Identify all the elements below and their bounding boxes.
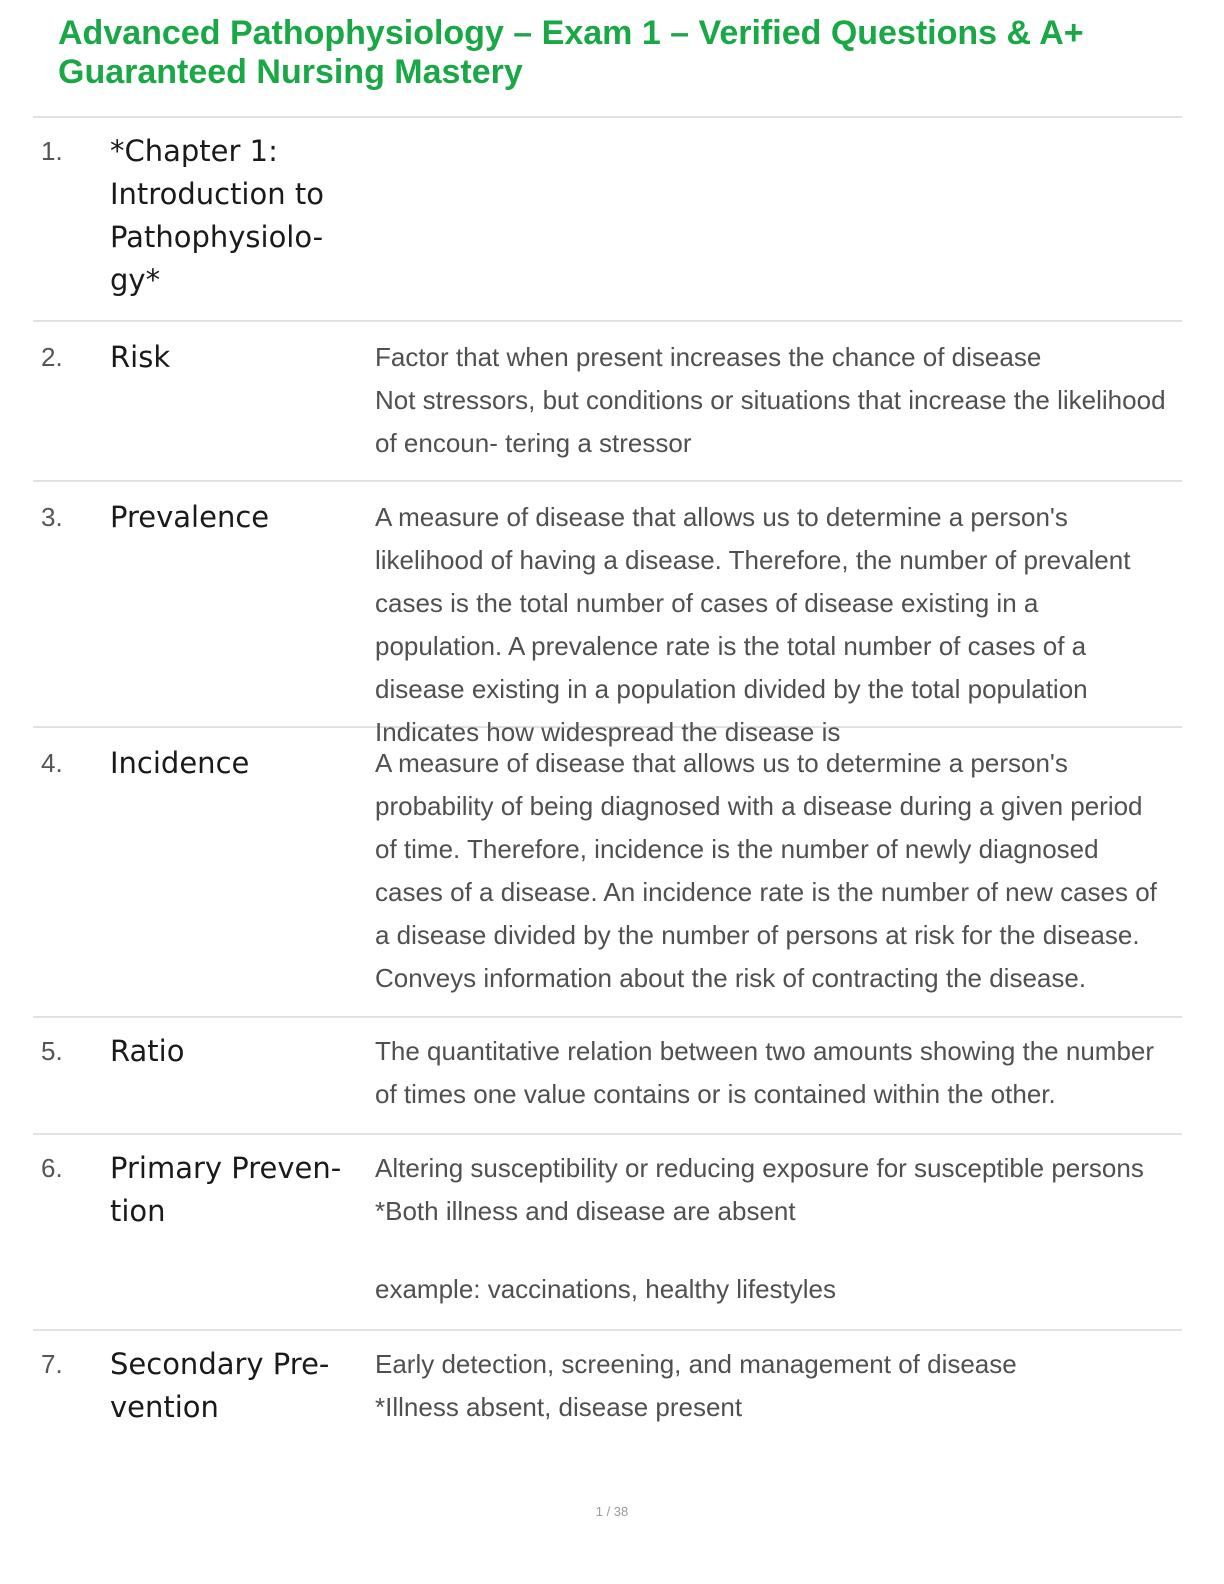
page-number: 1 / 38 [595,1504,629,1519]
definition-line: Conveys information about the risk of contracting the disease. [375,963,1087,993]
row-term: Incidence [110,746,250,780]
row-term: *Chapter 1: Introduction to Pathophysiolo- gy* [110,134,324,297]
row-term: Risk [110,340,171,374]
definition-line: A measure of disease that allows us to determine a person's probability of being diagnosed with a disease during a given period of time. Therefore, incidence is the number of newly diagnosed cases of a disease. An incidence rate is the number of new cases of a disease divided by the number of persons at risk for the disease. [375,748,1157,950]
row-term: Primary Preven- tion [110,1151,342,1228]
definition-line: example: vaccinations, healthy lifestyles [375,1274,837,1304]
row-number: 1. [41,136,63,166]
flashcard-row [33,482,1182,747]
flashcard-list [33,116,1182,1441]
row-definition [375,1030,1182,1133]
row-number: 2. [41,342,63,372]
row-number: 5. [41,1036,63,1066]
row-definition [360,1343,1182,1441]
row-number: 3. [41,502,63,532]
definition-line: Indicates how widespread the disease is [375,717,841,747]
row-number: 7. [41,1349,63,1379]
flashcard-row [33,1331,1182,1441]
row-number: 4. [41,748,63,778]
flashcard-row [33,322,1182,482]
row-definition [375,336,1182,480]
definition-line: Factor that when present increases the chance of disease [375,342,1042,372]
row-term: Secondary Pre- vention [110,1347,330,1424]
row-definition [375,496,1182,747]
document-title: Advanced Pathophysiology – Exam 1 – Verified Questions & A+ Guaranteed Nursing Mastery [58,14,1084,91]
definition-line: *Illness absent, disease present [375,1392,743,1422]
definition-spacer [375,1233,1168,1268]
row-definition [375,1147,1182,1329]
flashcard-row [33,118,1182,322]
definition-line: The quantitative relation between two amounts showing the number of times one value contains or is contained within the other. [375,1036,1155,1109]
flashcard-row [33,1135,1182,1331]
definition-line: Not stressors, but conditions or situations that increase the likelihood of encoun- tering a stressor [375,385,1166,458]
flashcard-row [33,1018,1182,1135]
row-number: 6. [41,1153,63,1183]
definition-line: Early detection, screening, and management of disease [375,1349,1017,1379]
row-definition [375,742,1182,1016]
definition-line: Altering susceptibility or reducing exposure for susceptible persons [375,1153,1144,1183]
definition-line: *Both illness and disease are absent [375,1196,796,1226]
definition-line: A measure of disease that allows us to determine a person's likelihood of having a disease. Therefore, the number of prevalent cases is the total number of cases of disease existing in a population. A prevalence rate is the total number of cases of a disease existing in a population divided by the total population [375,502,1131,704]
flashcard-row [33,728,1182,1018]
row-term: Ratio [110,1034,185,1068]
row-term: Prevalence [110,500,270,534]
row-definition [350,130,1182,320]
